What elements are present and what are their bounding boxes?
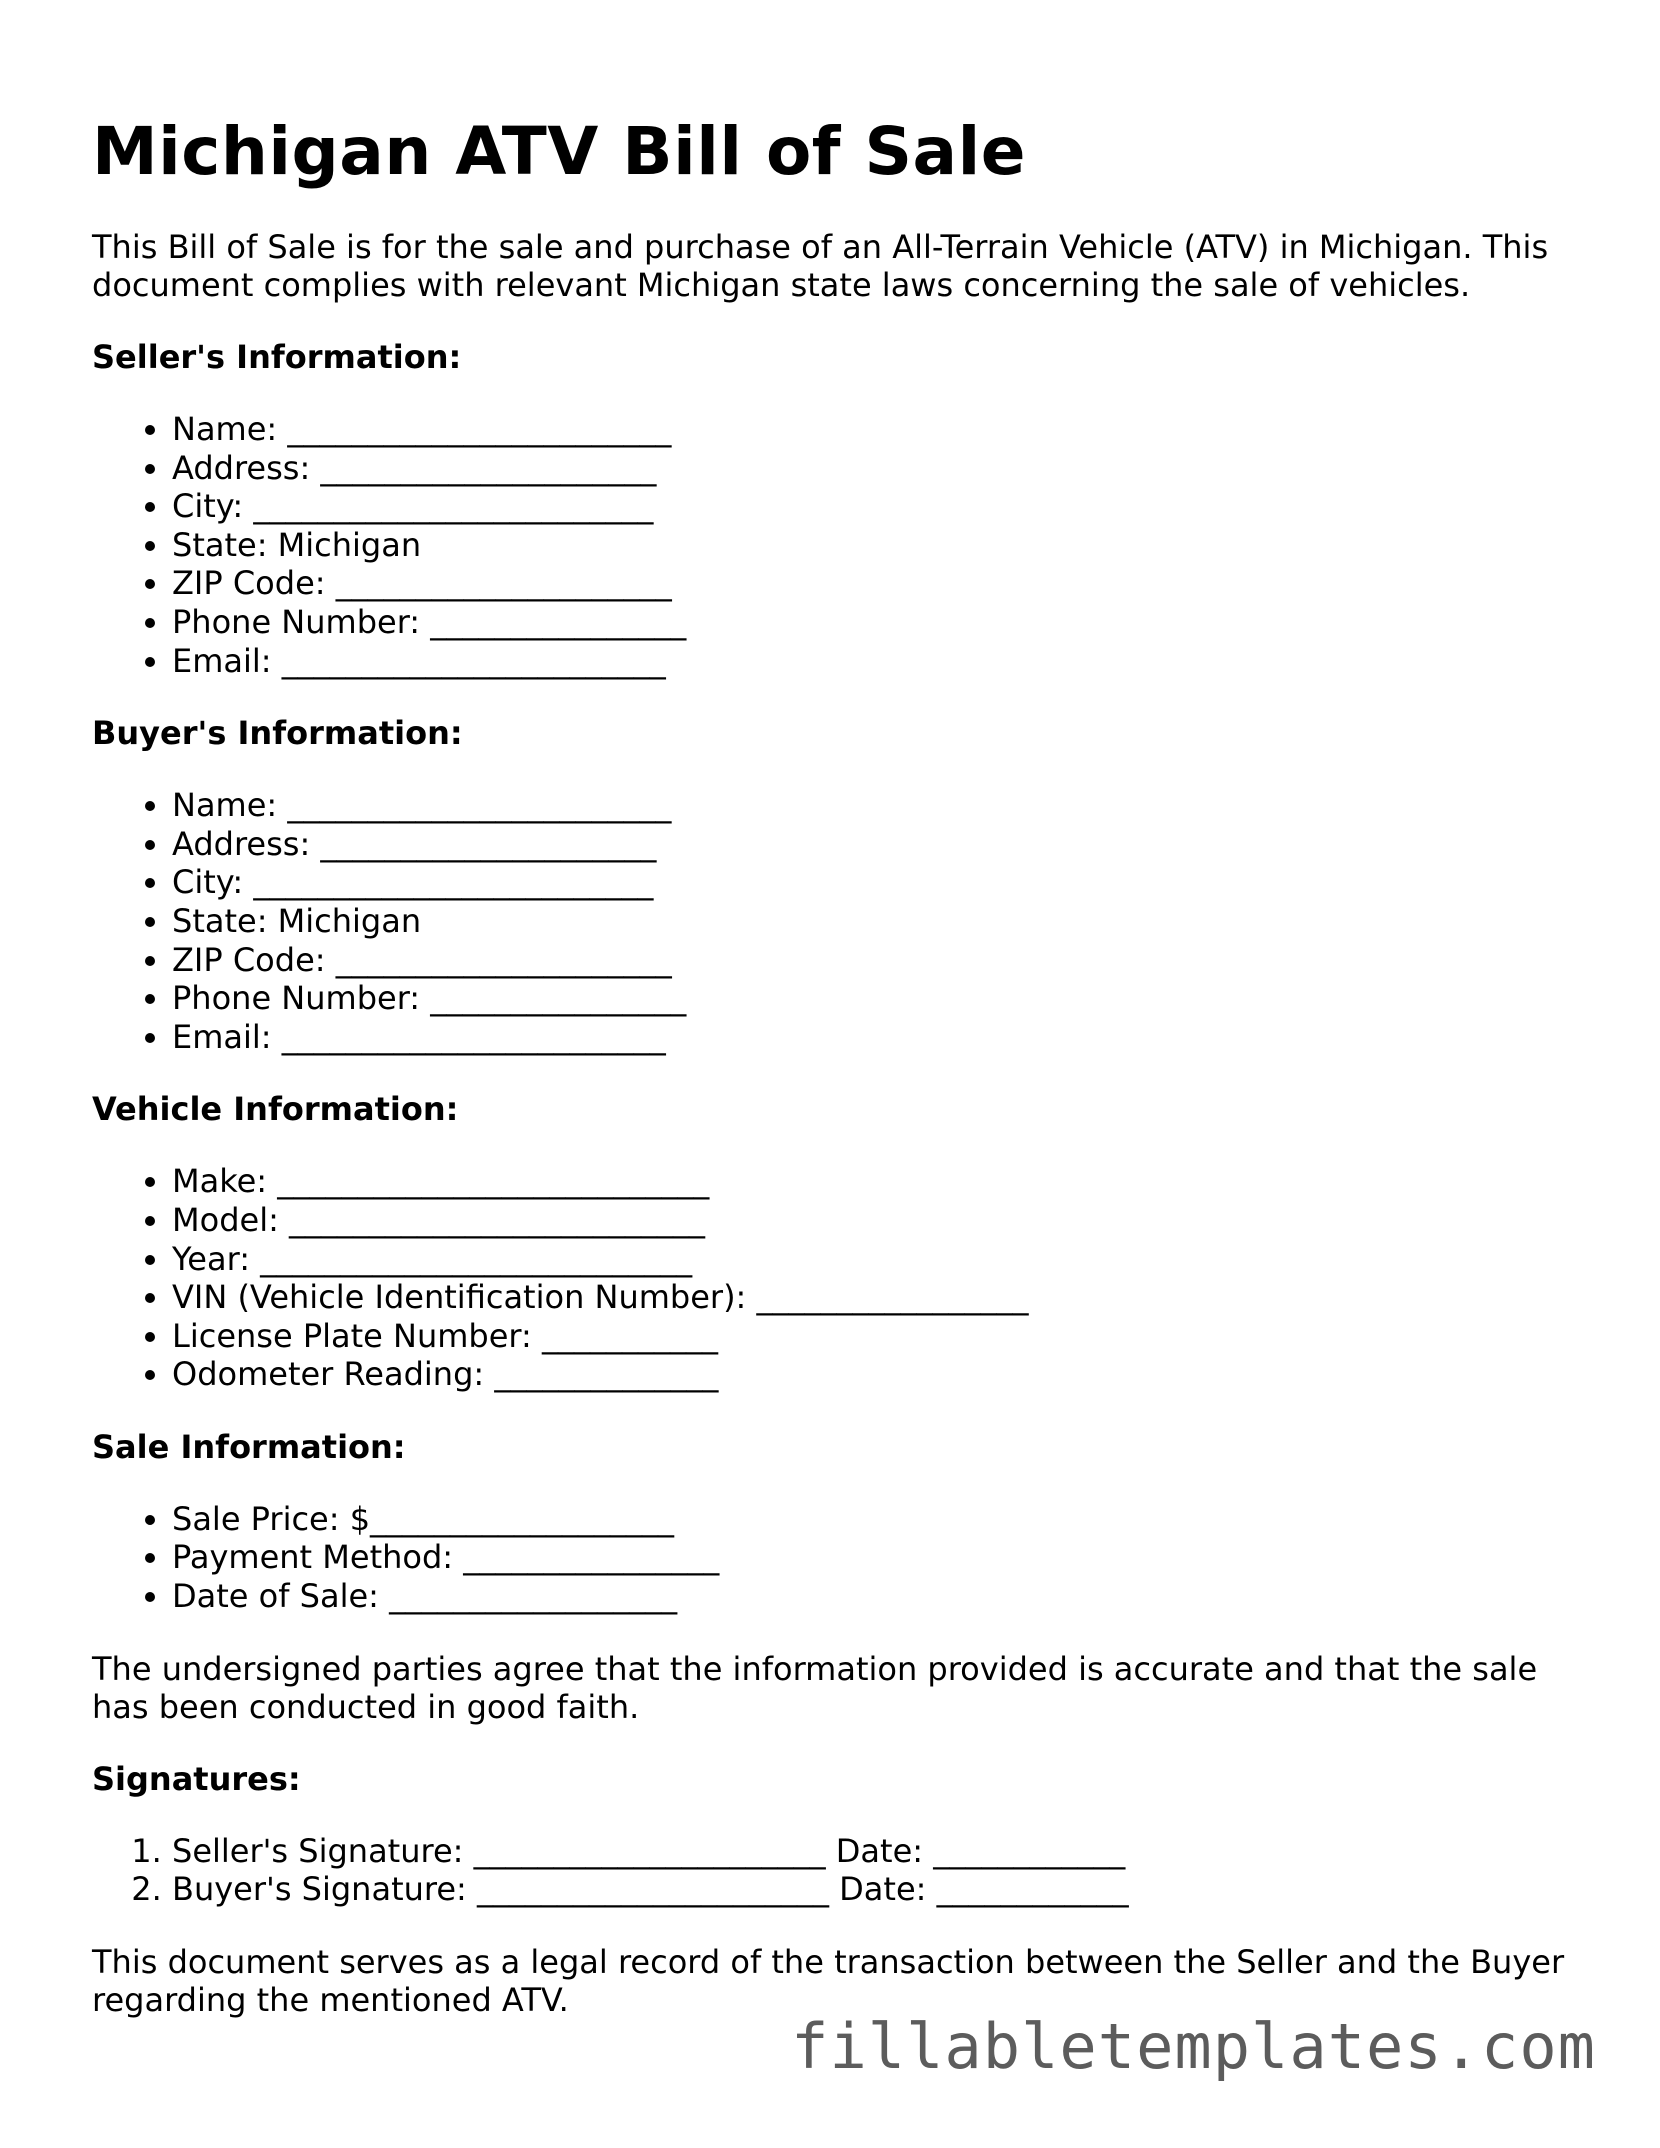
buyer-name-field: • Name: ________________________ <box>172 786 1572 825</box>
sale-price-field: • Sale Price: $___________________ <box>172 1500 1572 1539</box>
buyer-list <box>92 786 1572 1056</box>
vehicle-plate-field: • License Plate Number: ___________ <box>172 1317 1572 1356</box>
vehicle-heading: Vehicle Information: <box>92 1090 459 1129</box>
seller-address-field: • Address: _____________________ <box>172 449 1572 488</box>
vehicle-year-field: • Year: ___________________________ <box>172 1240 1572 1279</box>
closing-paragraph: This document serves as a legal record of the transaction between the Seller and the Buyer regarding the mentioned ATV. <box>92 1942 1565 2019</box>
seller-heading: Seller's Information: <box>92 338 462 376</box>
agreement-paragraph: The undersigned parties agree that the information provided is accurate and that the sale has been conducted in good faith. <box>92 1649 1538 1726</box>
payment-method-field: • Payment Method: ________________ <box>172 1538 1572 1577</box>
vehicle-vin-field: • VIN (Vehicle Identification Number): _________________ <box>172 1278 1572 1317</box>
seller-signature-line: 1. Seller's Signature: ______________________ Date: ____________ <box>172 1832 1572 1871</box>
date-of-sale-field: • Date of Sale: __________________ <box>172 1577 1572 1616</box>
buyer-signature-line: 2. Buyer's Signature: ______________________ Date: ____________ <box>172 1870 1572 1909</box>
watermark-text: fillabletemplates.com <box>791 2010 1596 2083</box>
vehicle-odometer-field: • Odometer Reading: ______________ <box>172 1355 1572 1394</box>
vehicle-model-field: • Model: __________________________ <box>172 1201 1572 1240</box>
seller-phone-field: • Phone Number: ________________ <box>172 603 1572 642</box>
document-page <box>92 112 1572 2019</box>
document-title: Michigan ATV Bill of Sale <box>92 113 1026 190</box>
buyer-zip-field: • ZIP Code: _____________________ <box>172 941 1572 980</box>
buyer-city-field: • City: _________________________ <box>172 863 1572 902</box>
buyer-address-field: • Address: _____________________ <box>172 825 1572 864</box>
buyer-phone-field: • Phone Number: ________________ <box>172 979 1572 1018</box>
seller-name-field: • Name: ________________________ <box>172 410 1572 449</box>
seller-zip-field: • ZIP Code: _____________________ <box>172 564 1572 603</box>
seller-email-field: • Email: ________________________ <box>172 642 1572 681</box>
buyer-email-field: • Email: ________________________ <box>172 1018 1572 1057</box>
intro-paragraph: This Bill of Sale is for the sale and purchase of an All-Terrain Vehicle (ATV) in Michigan. This document complies with relevant Michigan state laws concerning the sale of vehicles. <box>92 228 1549 304</box>
seller-state-field: • State: Michigan <box>172 526 1572 565</box>
buyer-state-field: • State: Michigan <box>172 902 1572 941</box>
sale-heading: Sale Information: <box>92 1427 406 1466</box>
buyer-heading: Buyer's Information: <box>92 714 463 753</box>
seller-list <box>92 410 1572 680</box>
seller-city-field: • City: _________________________ <box>172 487 1572 526</box>
vehicle-list <box>92 1162 1572 1394</box>
sale-list <box>92 1500 1572 1616</box>
vehicle-make-field: • Make: ___________________________ <box>172 1162 1572 1201</box>
signatures-list <box>92 1832 1572 1909</box>
signatures-heading: Signatures: <box>92 1759 301 1798</box>
